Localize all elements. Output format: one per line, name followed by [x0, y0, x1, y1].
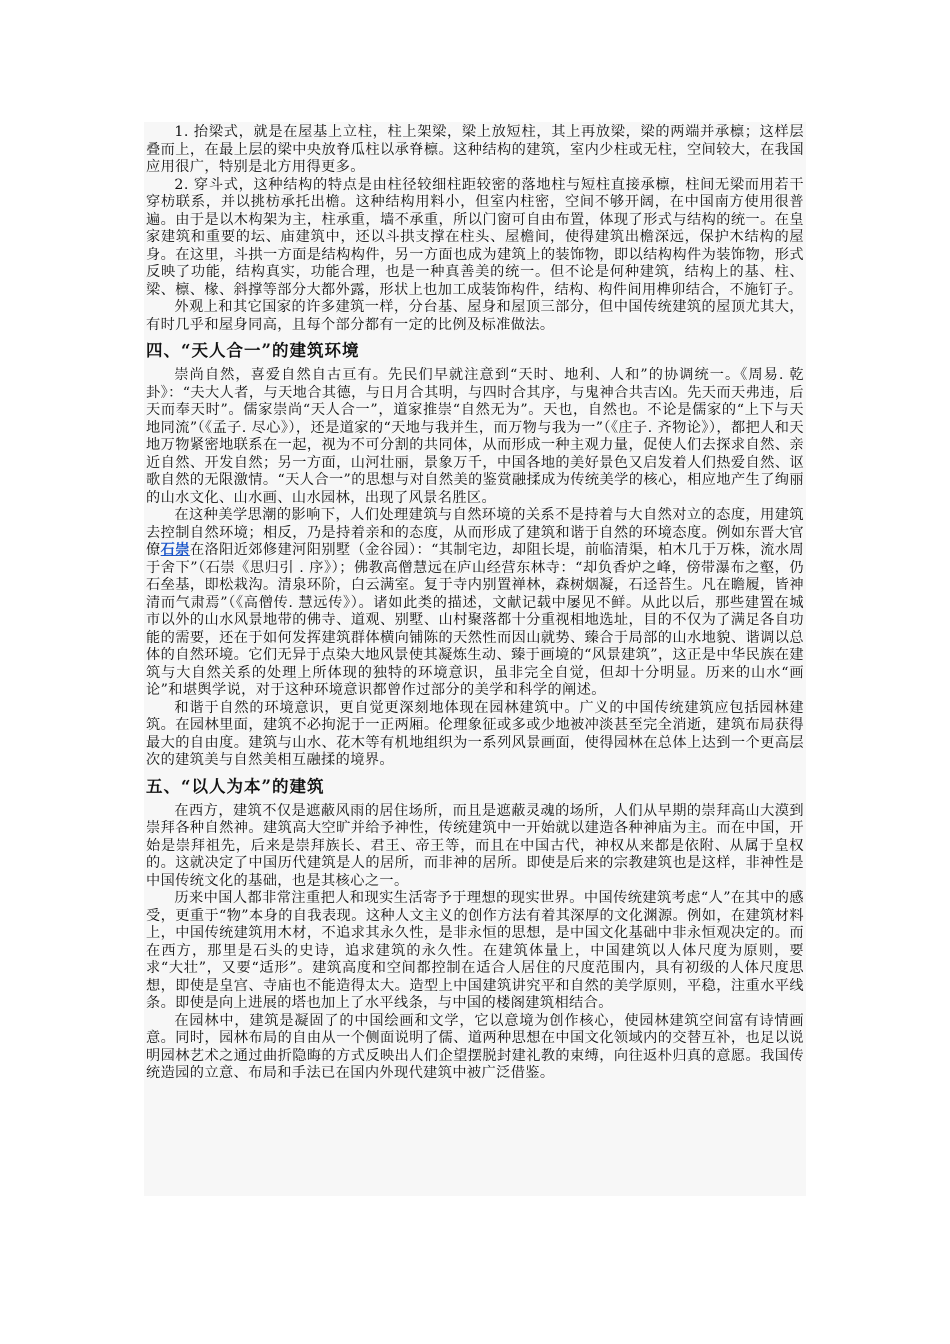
- paragraph-hexie: 和谐于自然的环境意识，更自觉更深刻地体现在园林建筑中。广义的中国传统建筑应包括园林建筑。在园林里面，建筑不必拘泥于一正两厢。伦理象征或多或少地被冲淡甚至完全消逝，建筑布局获得最大的自由度。建筑与山水、花木等有机地组织为一系列风景画面，使得园林在总体上达到一个更高层次的建筑美与自然美相互融揉的境界。: [146, 699, 804, 768]
- paragraph-meixue: [146, 507, 804, 700]
- paragraph-tailiang: 1. 抬梁式，就是在屋基上立柱，柱上架梁，梁上放短柱，其上再放梁，梁的两端并承檩；这样层叠而上，在最上层的梁中央放脊瓜柱以承脊檩。这种结构的建筑，室内少柱或无柱，空间较大，在我国应用很广，特别是北方用得更多。: [146, 124, 804, 175]
- paragraph-meixue-part2: 在洛阳近郊修建河阳别墅（金谷园）：“其制宅边，却阻长堤，前临清渠，柏木几于万株，流水周于舍下”（石崇《思归引 . 序》）；佛教高僧慧远在庐山经营东林寺：“却负香炉之峰，傍带瀑布之壑，仍石垒基，即松栽沟。清泉环阶，白云满室。复于寺内别置禅林，森树烟凝，石迳苔生。凡在瞻履，皆神清而气肃焉”（《高僧传. 慧远传》）。诸如此类的描述，文献记载中屡见不鲜。从此以后，那些建置在城市以外的山水风景地带的佛寺、道观、别墅、山村聚落都十分重视相地选址，目的不仅为了满足各自功能的需要，还在于如何发挥建筑群体横向铺陈的天然性而因山就势、臻合于局部的山水地貌、谐调以总体的自然环境。它们无异于点染大地风景使其凝炼生动、臻于画境的“风景建筑”，这正是中华民族在建筑与大自然关系的处理上所体现的独特的环境意识，虽非完全自觉，但却十分明显。历来的山水“画论”和堪舆学说，对于这种环境意识都曾作过部分的美学和科学的阐述。: [146, 542, 805, 698]
- section-heading-4: 四、“天人合一”的建筑环境: [146, 341, 360, 360]
- paragraph-chongshang: 崇尚自然，喜爱自然自古亘有。先民们早就注意到“天时、地利、人和”的协调统一。《周易. 乾卦》：“夫大人者，与天地合其德，与日月合其明，与四时合其序，与鬼神合共吉凶。先天而天弗违，后天而奉天时”。儒家崇尚“天人合一”，道家推崇“自然无为”。天也，自然也。不论是儒家的“上下与天地同流”（《孟子. 尽心》），还是道家的“天地与我并生，而万物与我为一”（《庄子. 齐物论》），都把人和天地万物紧密地联系在一起，视为不可分割的共同体，从而形成一种主观力量，促使人们去探求自然、亲近自然、开发自然；另一方面，山河壮丽，景象万千，中国各地的美好景色又启发着人们热爱自然、讴歌自然的无限激情。“天人合一”的思想与对自然美的鉴赏融揉成为传统美学的核心，相应地产生了绚丽的山水文化、山水画、山水园林，出现了风景名胜区。: [146, 367, 804, 506]
- paragraph-chuandou: 2. 穿斗式，这种结构的特点是由柱径较细柱距较密的落地柱与短柱直接承檩，柱间无梁而用若干穿枋联系，并以挑枋承托出檐。这种结构用料小，但室内柱密，空间不够开阔，在中国南方使用很普遍。由于是以木构架为主，柱承重，墙不承重，所以门窗可自由布置，体现了形式与结构的统一。在皇家建筑和重要的坛、庙建筑中，还以斗拱支撑在柱头、屋檐间，使得建筑出檐深远，保护木结构的屋身。在这里，斗拱一方面是结构构件，另一方面也成为建筑上的装饰物，即以结构构件为装饰物，形式反映了功能，结构真实，功能合理，也是一种真善美的统一。但不论是何种建筑，结构上的基、柱、梁、檩、椽、斜撑等部分大都外露，形状上也加工成装饰构件，结构、构件间用榫卯结合，不施钉子。: [146, 176, 804, 298]
- paragraph-yuanlin: 在园林中，建筑是凝固了的中国绘画和文学，它以意境为创作核心，使园林建筑空间富有诗情画意。同时，园林布局的自由从一个侧面说明了儒、道两种思想在中国文化领域内的交替互补，也足以说明园林艺术之通过曲折隐晦的方式反映出人们企望摆脱封建礼教的束缚，向往返朴归真的意愿。我国传统造园的立意、布局和手法已在国内外现代建筑中被广泛借鉴。: [146, 1012, 804, 1081]
- paragraph-waiguan: 外观上和其它国家的许多建筑一样，分台基、屋身和屋顶三部分，但中国传统建筑的屋顶尤其大，有时几乎和屋身同高，且每个部分都有一定的比例及标准做法。: [146, 299, 804, 333]
- paragraph-meixue-part1: 在这种美学思潮的影响下，人们处理建筑与自然环境的关系不是持着与大自然对立的态度，用建筑去控制自然环境；相反，乃是持着亲和的态度，从而形成了建筑和谐于自然的环境态度。例如东晋大官僚: [146, 507, 804, 558]
- shichong-link[interactable]: 石崇: [160, 542, 190, 558]
- paragraph-lilai: 历来中国人都非常注重把人和现实生活寄予于理想的现实世界。中国传统建筑考虑“人”在其中的感受，更重于“物”本身的自我表现。这种人文主义的创作方法有着其深厚的文化渊源。例如，在建筑材料上，中国传统建筑用木材，不追求其永久性，是非永恒的思想，是中国文化基础中非永恒观决定的。而在西方，那里是石头的史诗，追求建筑的永久性。在建筑体量上，中国建筑以人体尺度为原则，要求“大壮”，又要“适形”。建筑高度和空间都控制在适合人居住的尺度范围内，具有初级的人体尺度思想，即使是皇宫、寺庙也不能造得太大。造型上中国建筑讲究平和自然的美学原则，平稳，注重水平线条。即使是向上进展的塔也加上了水平线条，与中国的楼阁建筑相结合。: [146, 890, 804, 1011]
- document-body: [146, 124, 804, 1083]
- section-heading-5: 五、“以人为本”的建筑: [146, 776, 325, 796]
- paragraph-xifang: 在西方，建筑不仅是遮蔽风雨的居住场所，而且是遮蔽灵魂的场所，人们从早期的崇拜高山大漠到崇拜各种自然神。建筑高大空旷并给予神性，传统建筑中一开始就以建造各种神庙为主。而在中国，开始是崇拜祖先，后来是崇拜族长、君王、帝王等，而且在中国古代，神权从来都是依附、从属于皇权的。这就决定了中国历代建筑是人的居所，而非神的居所。即使是后来的宗教建筑也是这样，非神性是中国传统文化的基础，也是其核心之一。: [146, 802, 804, 889]
